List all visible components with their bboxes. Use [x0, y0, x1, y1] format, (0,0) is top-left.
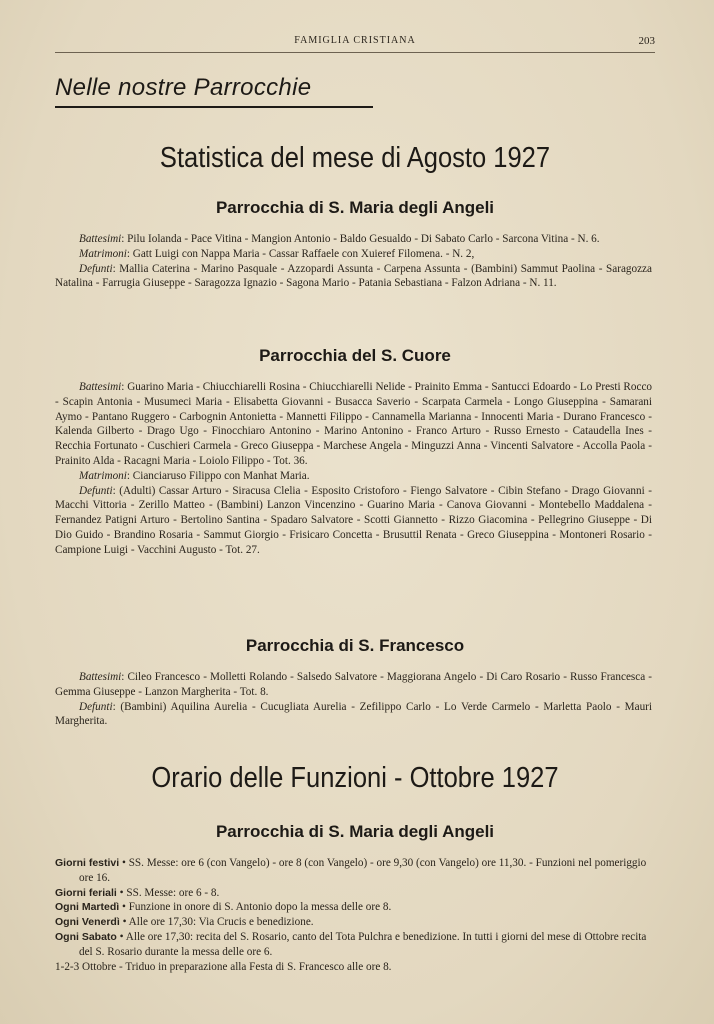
schedule-item: Ogni Sabato • Alle ore 17,30: recita del S. Rosario, canto del Tota Pulchra e benedizione. In tutti i giorni del mese di Ottobre recita del S. Rosario durante la messa delle ore 6. — [55, 930, 647, 958]
schedule-day-label: Giorni feriali — [55, 886, 117, 899]
parish-title-s-cuore: Parrocchia del S. Cuore — [259, 346, 451, 365]
record-paragraph: Defunti: Mallia Caterina - Marino Pasquale - Azzopardi Assunta - Carpena Assunta - (Bambini) Sammut Paolina - Saragozza Natalina - Farrugia Giuseppe - Saragozza Ignazio - Sagona Mario - Patania Sebastiana - Falzon Adriana - N. 11. — [55, 262, 652, 290]
schedule-item: Giorni feriali • SS. Messe: ore 6 - 8. — [55, 886, 220, 899]
schedule-text: SS. Messe: ore 6 - 8. — [126, 886, 220, 899]
record-text: Pilu Iolanda - Pace Vitina - Mangion Antonio - Baldo Gesualdo - Di Sabato Carlo - Sarcona Vitina - N. 6. — [127, 233, 600, 245]
record-paragraph: Defunti: (Bambini) Aquilina Aurelia - Cucugliata Aurelia - Zefilippo Carlo - Lo Verde Carmelo - Marletta Paolo - Mauri Margherita. — [55, 700, 652, 728]
schedule-day-label: Ogni Sabato — [55, 930, 117, 943]
schedule-parish-title: Parrocchia di S. Maria degli Angeli — [215, 822, 495, 841]
journal-name: FAMIGLIA CRISTIANA — [294, 35, 416, 46]
record-label: Defunti — [79, 262, 113, 275]
record-text: Guarino Maria - Chiucchiarelli Rosina - Chiucchiarelli Nelide - Prainito Emma - Santucci Edoardo - Lo Presti Rocco - Scapin Antonia - Musumeci Maria - Elisabetta Giovanni - Busacca Saverio - Scarpata Carmela - Longo Giuseppina - Samarani Aymo - Pantano Ruggero - Carbognin Antonietta - Mannetti Filippo - Cannamella Marianna - Innocenti Maria - Durano Francesco - Kalenda Gilberto - Drago Ugo - Finocchiaro Antonino - Marino Antonino - Franco Arturo - Russo Ernesto - Cataudella Ines - Recchia Fortunato - Cuschieri Carmela - Greco Giuseppa - Marchese Angela - Minguzzi Anna - Vincenti Salvatore - Accolla Paola - Prainito Alda - Racagni Maria - Loiolo Filippo - Tot. 36. — [55, 381, 653, 467]
record-label: Defunti — [79, 700, 113, 713]
parish-title-maria-angeli: Parrocchia di S. Maria degli Angeli — [215, 198, 495, 217]
statistics-title: Statistica del mese di Agosto 1927 — [159, 142, 551, 174]
record-paragraph: Battesimi: Cileo Francesco - Molletti Rolando - Salsedo Salvatore - Maggiorana Angelo - Di Caro Rosario - Russo Francesca - Gemma Giuseppe - Lanzon Margherita - Tot. 8. — [55, 671, 652, 698]
parish-title-s-francesco: Parrocchia di S. Francesco — [245, 636, 465, 655]
section-banner: Nelle nostre Parrocchie — [55, 74, 312, 101]
schedule-title: Orario delle Funzioni - Ottobre 1927 — [151, 762, 559, 794]
record-paragraph: Battesimi: Pilu Iolanda - Pace Vitina - Mangion Antonio - Baldo Gesualdo - Di Sabato Carlo - Sarcona Vitina - N. 6. — [79, 233, 600, 245]
header-rule — [55, 52, 655, 53]
parish-records-maria-angeli — [55, 232, 652, 291]
schedule-text: SS. Messe: ore 6 (con Vangelo) - ore 8 (con Vangelo) - ore 9,30 (con Vangelo) ore 11,30. - Funzioni nel pomeriggio ore 16. — [79, 857, 647, 884]
record-text: Cianciaruso Filippo con Manhat Maria. — [132, 469, 310, 482]
running-header — [55, 35, 655, 51]
record-paragraph: Defunti: (Adulti) Cassar Arturo - Siracusa Clelia - Esposito Cristoforo - Fiengo Salvatore - Cibin Stefano - Drago Giovanni - Macchi Vittoria - Zerillo Matteo - (Bambini) Lanzon Vincenzino - Guarino Maria - Canova Giovanni - Montebello Maddalena - Fernandez Patigni Arturo - Bertolino Santina - Spadaro Salvatore - Scotti Giannetto - Rizzo Giacomina - Pellegrino Giuseppe - Di Dio Guido - Brandino Rosaria - Sammut Giorgio - Frisicaro Concetta - Brusuttil Renata - Greco Giuseppina - Montoneri Rosario - Campione Luigi - Vacchini Augusto - Tot. 27. — [55, 484, 652, 556]
schedule-text: Alle ore 17,30: Via Crucis e benedizione. — [128, 916, 314, 929]
record-text: Cileo Francesco - Molletti Rolando - Salsedo Salvatore - Maggiorana Angelo - Di Caro Rosario - Russo Francesca - Gemma Giuseppe - Lanzon Margherita - Tot. 8. — [55, 671, 652, 698]
banner-underline — [55, 106, 373, 108]
record-text: Mallia Caterina - Marino Pasquale - Azzopardi Assunta - Carpena Assunta - (Bambini) Sammut Paolina - Saragozza Natalina - Farrugia Giuseppe - Saragozza Ignazio - Sagona Mario - Patania Sebastiana - Falzon Adriana - N. 11. — [55, 262, 652, 290]
schedule-item: Ogni Venerdì • Alle ore 17,30: Via Crucis e benedizione. — [55, 916, 314, 929]
parish-records-s-cuore — [55, 380, 652, 558]
schedule-day-label: Ogni Venerdì — [55, 916, 120, 929]
schedule-list — [55, 856, 652, 974]
schedule-text: Funzione in onore di S. Antonio dopo la messa delle ore 8. — [128, 901, 392, 914]
schedule-day-label: Ogni Martedì — [55, 901, 120, 914]
record-text: (Bambini) Aquilina Aurelia - Cucugliata Aurelia - Zefilippo Carlo - Lo Verde Carmelo - Marletta Paolo - Mauri Margherita. — [55, 700, 652, 728]
record-label: Battesimi — [79, 381, 122, 393]
record-text: (Adulti) Cassar Arturo - Siracusa Clelia - Esposito Cristoforo - Fiengo Salvatore - Cibin Stefano - Drago Giovanni - Macchi Vittoria - Zerillo Matteo - (Bambini) Lanzon Vincenzino - Guarino Maria - Canova Giovanni - Montebello Maddalena - Fernandez Patigni Arturo - Bertolino Santina - Spadaro Salvatore - Scotti Giannetto - Rizzo Giacomina - Pellegrino Giuseppe - Di Dio Guido - Brandino Rosaria - Sammut Giorgio - Frisicaro Concetta - Brusuttil Renata - Greco Giuseppina - Montoneri Rosario - Campione Luigi - Vacchini Augusto - Tot. 27. — [55, 484, 652, 556]
record-label: Matrimoni — [79, 247, 127, 260]
record-paragraph: Matrimoni: Gatt Luigi con Nappa Maria - Cassar Raffaele con Xuieref Filomena. - N. 2, — [79, 247, 475, 260]
record-text: Gatt Luigi con Nappa Maria - Cassar Raffaele con Xuieref Filomena. - N. 2, — [132, 247, 475, 260]
parish-records-s-francesco — [55, 670, 652, 729]
schedule-item: Giorni festivi • SS. Messe: ore 6 (con Vangelo) - ore 8 (con Vangelo) - ore 9,30 (con Vangelo) ore 11,30. - Funzioni nel pomeriggio ore 16. — [55, 857, 647, 884]
record-paragraph: Battesimi: Guarino Maria - Chiucchiarelli Rosina - Chiucchiarelli Nelide - Prainito Emma - Santucci Edoardo - Lo Presti Rocco - Scapin Antonia - Musumeci Maria - Elisabetta Giovanni - Busacca Saverio - Scarpata Carmela - Longo Giuseppina - Samarani Aymo - Pantano Ruggero - Carbognin Antonietta - Mannetti Filippo - Cannamella Marianna - Innocenti Maria - Durano Francesco - Kalenda Gilberto - Drago Ugo - Finocchiaro Antonino - Marino Antonino - Franco Arturo - Russo Ernesto - Cataudella Ines - Recchia Fortunato - Cuschieri Carmela - Greco Giuseppa - Marchese Angela - Minguzzi Anna - Vincenti Salvatore - Accolla Paola - Prainito Alda - Racagni Maria - Loiolo Filippo - Tot. 36. — [55, 381, 653, 467]
record-label: Matrimoni — [79, 469, 127, 482]
schedule-day-label: Giorni festivi — [55, 857, 120, 869]
record-label: Defunti — [79, 484, 113, 497]
schedule-text: Alle ore 17,30: recita del S. Rosario, canto del Tota Pulchra e benedizione. In tutti i giorni del mese di Ottobre recita del S. Rosario durante la messa delle ore 6. — [79, 930, 647, 958]
record-label: Battesimi — [79, 671, 122, 683]
page-number: 203 — [638, 35, 655, 47]
record-paragraph: Matrimoni: Cianciaruso Filippo con Manhat Maria. — [79, 469, 310, 482]
schedule-note: 1-2-3 Ottobre - Triduo in preparazione alla Festa di S. Francesco alle ore 8. — [55, 960, 392, 973]
schedule-item: Ogni Martedì • Funzione in onore di S. Antonio dopo la messa delle ore 8. — [55, 901, 392, 914]
record-label: Battesimi — [79, 233, 122, 245]
